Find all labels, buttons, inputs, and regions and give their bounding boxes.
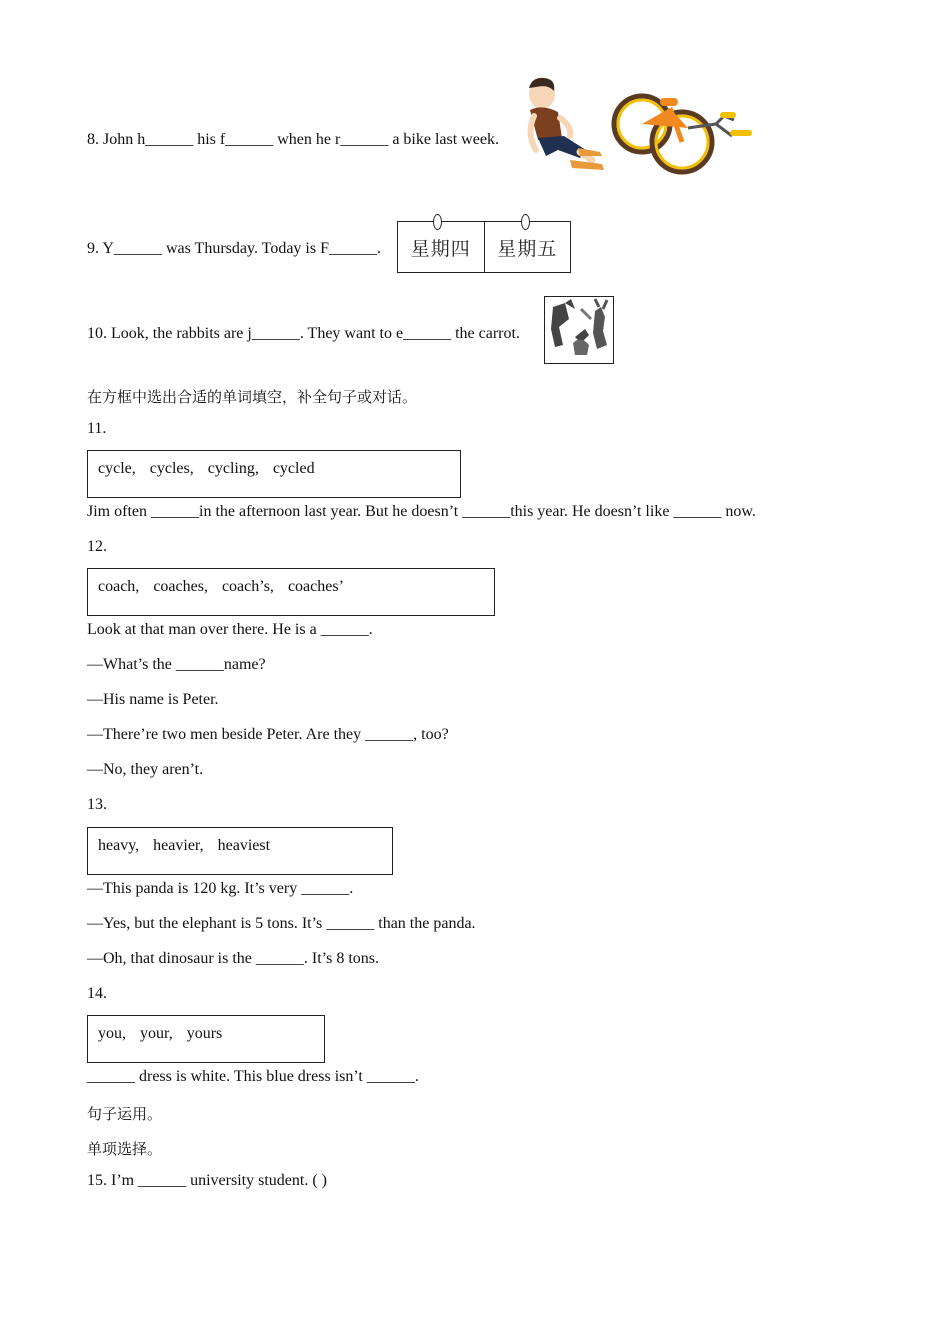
calendar-ring-icon xyxy=(521,214,530,230)
word-option: cycled xyxy=(272,460,315,477)
calendar-day-friday: 星期五 xyxy=(484,222,571,272)
dialogue-line: —No, they aren’t. xyxy=(87,761,204,778)
question-12-number: 12. xyxy=(87,538,107,555)
dialogue-line: —What’s the ______name? xyxy=(87,656,266,673)
question-14-line: ______ dress is white. This blue dress isn’t ______. xyxy=(87,1068,419,1085)
word-option: heavier, xyxy=(153,837,204,854)
calendar-day-thursday: 星期四 xyxy=(410,237,471,260)
dialogue-line: —Oh, that dinosaur is the ______. It’s 8 tons. xyxy=(87,950,379,967)
question-9-text: 9. Y______ was Thursday. Today is F______. xyxy=(87,240,381,257)
word-option: coaches’ xyxy=(287,578,344,595)
dialogue-line: —There’re two men beside Peter. Are they ______, too? xyxy=(87,726,449,743)
dialogue-line: —This panda is 120 kg. It’s very ______. xyxy=(87,880,354,897)
question-14-number: 14. xyxy=(87,985,107,1002)
word-option: coach, xyxy=(98,578,140,595)
word-option: cycles, xyxy=(149,460,194,477)
question-8-text: 8. John h______ his f______ when he r______ a bike last week. xyxy=(87,131,499,148)
question-11-line: Jim often ______in the afternoon last year. But he doesn’t ______this year. He doesn’t like ______ now. xyxy=(87,503,756,520)
word-box-13 xyxy=(87,827,393,875)
word-option: yours xyxy=(186,1025,223,1042)
dialogue-line: Look at that man over there. He is a ______. xyxy=(87,621,373,638)
word-option: your, xyxy=(140,1025,173,1042)
boy-shirt xyxy=(530,107,562,140)
rabbits-image xyxy=(544,296,614,364)
calendar-image xyxy=(397,221,571,273)
question-10-text: 10. Look, the rabbits are j______. They want to e______ the carrot. xyxy=(87,325,520,342)
word-box-11 xyxy=(87,450,461,498)
section-sentence-heading: 句子运用。 xyxy=(87,1105,163,1123)
word-option: coaches, xyxy=(153,578,208,595)
question-11-number: 11. xyxy=(87,420,107,437)
boy-fallen-bike-image xyxy=(520,76,760,180)
dialogue-line: —His name is Peter. xyxy=(87,691,219,708)
word-option: heaviest xyxy=(217,837,271,854)
question-13-number: 13. xyxy=(87,796,107,813)
word-option: you, xyxy=(98,1025,126,1042)
word-option: heavy, xyxy=(98,837,140,854)
calendar-ring-icon xyxy=(433,214,442,230)
word-box-14 xyxy=(87,1015,325,1063)
word-option: cycle, xyxy=(98,460,136,477)
section-fill-instruction: 在方框中选出合适的单词填空，补全句子或对话。 xyxy=(87,388,418,406)
section-choice-heading: 单项选择。 xyxy=(87,1140,163,1158)
word-option: coach’s, xyxy=(221,578,274,595)
dialogue-line: —Yes, but the elephant is 5 tons. It’s ______ than the panda. xyxy=(87,915,476,932)
word-option: cycling, xyxy=(207,460,259,477)
question-15-text: 15. I’m ______ university student. ( ) xyxy=(87,1172,327,1189)
word-box-12 xyxy=(87,568,495,616)
